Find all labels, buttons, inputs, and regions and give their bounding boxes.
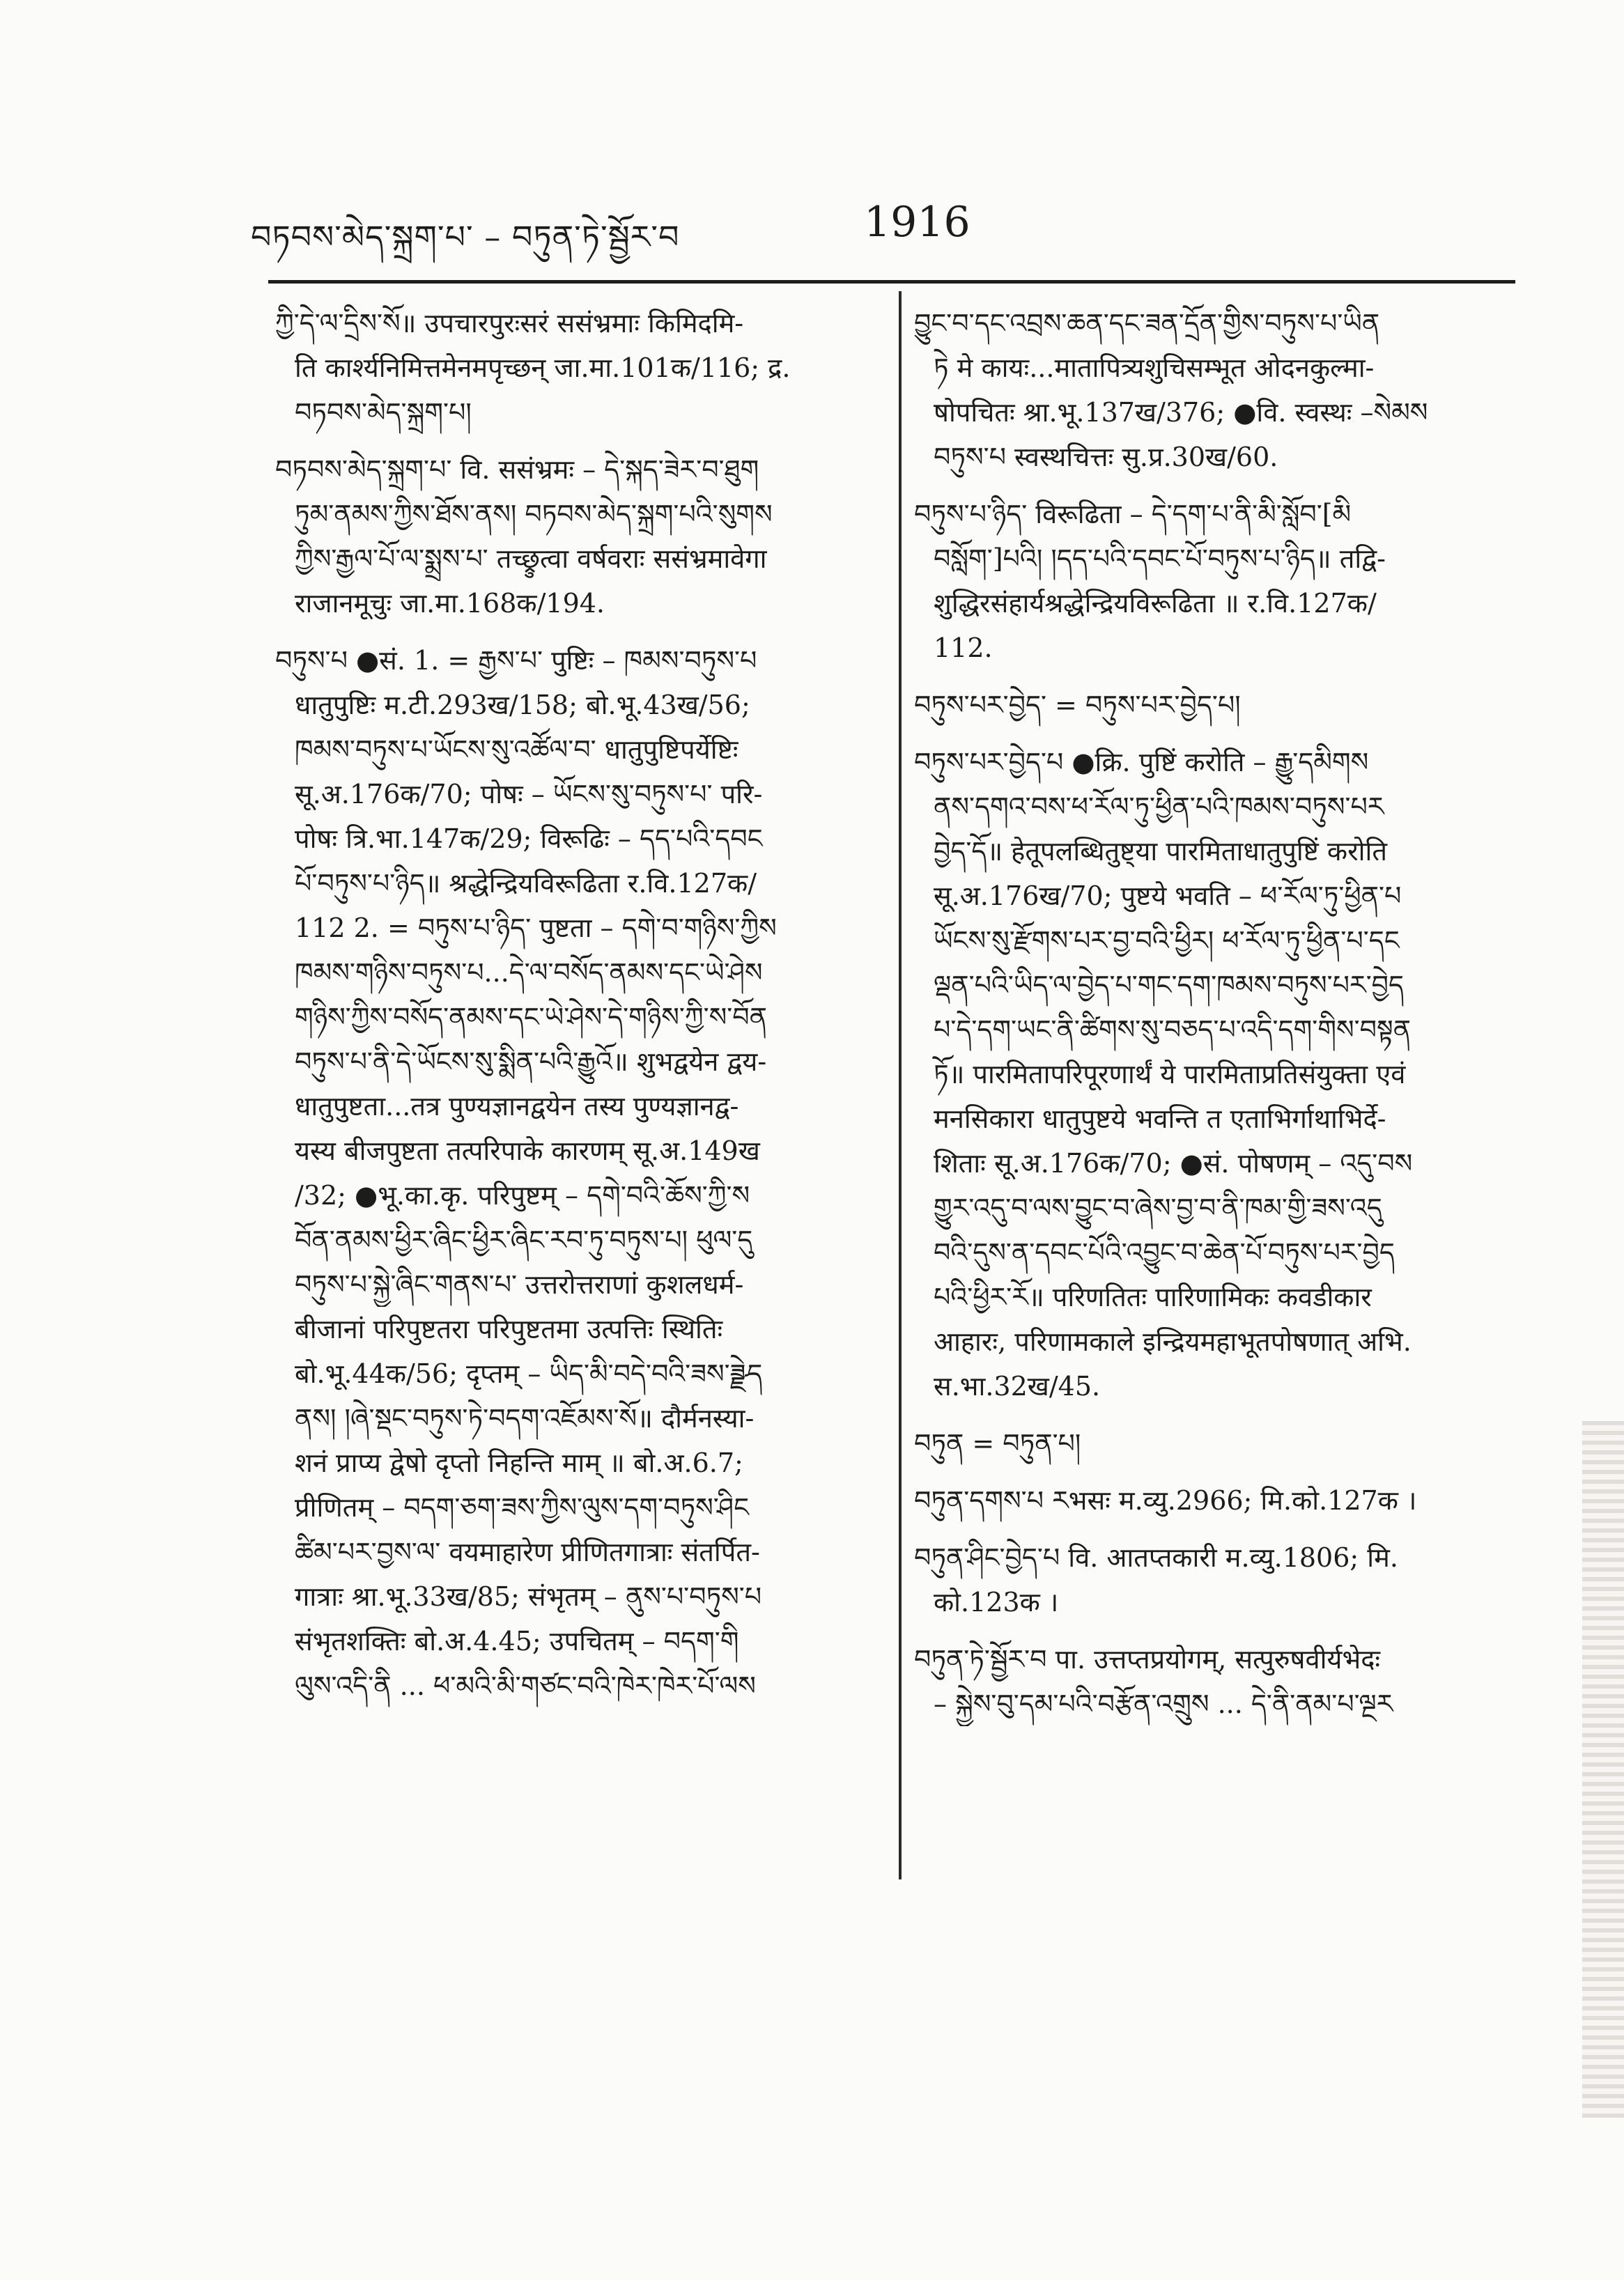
entry-line: धातुपुष्टिः म.टी.293ख/158; बो.भू.43ख/56; bbox=[295, 690, 750, 720]
entry-line: 112. bbox=[934, 633, 993, 663]
entry-line: བཏུས་པ་སྐྱེ་ཞིང་གནས་པ་ उत्तरोत्तराणां कुशलधर्म- bbox=[295, 1269, 744, 1300]
entry-line: राजानमूचुः जा.मा.168क/194. bbox=[295, 588, 605, 619]
dictionary-entry bbox=[275, 447, 874, 626]
entry-line: को.123क । bbox=[934, 1587, 1059, 1618]
entry-line: यस्य बीजपुष्टता तत्परिपाके कारणम् सू.अ.149ख bbox=[295, 1135, 760, 1166]
entry-line: ति कार्श्यनिमित्तमेनमपृच्छन् जा.मा.101क/116; द्र. bbox=[295, 352, 791, 383]
entry-line: मनसिकारा धातुपुष्टये भवन्ति त एताभिर्गाथाभिर्दे- bbox=[934, 1103, 1386, 1134]
entry-headline: བཏུས་པ་ཉིད་ विरूढिता – དེ་དག་པ་ནི་མི་སློབ་[མི bbox=[914, 499, 1352, 529]
entry-line: संभृतशक्तिः बो.अ.4.45; उपचितम् – བདག་གི bbox=[295, 1626, 739, 1657]
entry-line: षोपचितः श्रा.भू.137ख/376; ●वि. स्वस्थः –སེམས bbox=[934, 397, 1428, 428]
entry-line: गात्राः श्रा.भू.33ख/85; संभृतम् – ནུས་པ་བཏུས་པ bbox=[295, 1581, 762, 1612]
page-header bbox=[251, 188, 1435, 272]
entry-line: བཏུས་པ स्वस्थचित्तः सु.प्र.30ख/60. bbox=[934, 442, 1278, 472]
entry-line: शुद्धिरसंहार्यश्रद्धेन्द्रियविरूढिता ॥ र.वि.127क/ bbox=[934, 588, 1377, 619]
entry-line: གྱུར་འདུ་བ་ལས་བྱུང་བ་ཞེས་བྱ་བ་ནི་ཁམ་གྱི་ཟས་འདུ bbox=[934, 1193, 1382, 1223]
entry-line: प्रीणितम् – བདག་ཅག་ཟས་ཀྱིས་ལུས་དག་བཏུས་ཤིང bbox=[295, 1492, 749, 1523]
entry-line: आहारः, परिणामकाले इन्द्रियमहाभूतपोषणात् अभि. bbox=[934, 1326, 1412, 1357]
entry-line: धातुपुष्टता...तत्र पुण्यज्ञानद्वयेन तस्य पुण्यज्ञानद्व- bbox=[295, 1091, 739, 1122]
entry-headline: བཏུས་པར་བྱེད་ = བཏུས་པར་བྱེད་པ། bbox=[914, 690, 1241, 720]
entry-line: ཁམས་གཉིས་བཏུས་པ...དེ་ལ་བསོད་ནམས་དང་ཡེ་ཤེས bbox=[295, 957, 763, 988]
entry-line: ནས། །ཞེ་སྡང་བཏུས་ཏེ་བདག་འཇོམས་སོ॥ दौर्मनस्या- bbox=[295, 1403, 755, 1434]
entry-line: བོན་ནམས་ཕྱིར་ཞིང་ཕྱིར་ཞིང་རབ་ཏུ་བཏུས་པ། ཕུལ་དུ bbox=[295, 1225, 753, 1255]
entry-headline: བཏབས་མེད་སྐྲག་པ་ वि. ससंभ्रमः – དེ་སྐད་ཟེར་བ་ཐུག bbox=[275, 454, 759, 485]
entry-line: ཀྱིས་རྒྱལ་པོ་ལ་སྨྲས་པ་ तच्छ्रुत्वा वर्षवराः ससंभ्रमावेगा bbox=[295, 543, 767, 574]
entry-line: གཉིས་ཀྱིས་བསོད་ནམས་དང་ཡེ་ཤེས་དེ་གཉིས་ཀྱི་ས་བོན bbox=[295, 1002, 767, 1032]
entry-headline: ཀྱི་དེ་ལ་དྲིས་སོ॥ उपचारपुरःसरं ससंभ्रमाः किमिदमि- bbox=[275, 308, 744, 339]
dictionary-entry bbox=[914, 1478, 1527, 1523]
entry-line: शिताः सू.अ.176क/70; ●सं. पोषणम् – འདུ་བས bbox=[934, 1148, 1413, 1179]
entry-line: सू.अ.176क/70; पोषः – ཡོངས་སུ་བཏུས་པ་ परि- bbox=[295, 779, 763, 809]
entry-line: पोषः त्रि.भा.147क/29; विरूढिः – དད་པའི་དབང bbox=[295, 823, 763, 854]
entry-line: बो.भू.44क/56; दृप्तम् – ཡིད་མི་བདེ་བའི་ཟས་ཟྫེད bbox=[295, 1358, 763, 1389]
dictionary-entry bbox=[914, 301, 1527, 479]
dictionary-entry bbox=[275, 638, 874, 1708]
dictionary-entry bbox=[914, 740, 1527, 1409]
header-rule bbox=[268, 280, 1515, 284]
page-edge-stain bbox=[1582, 1421, 1624, 2118]
entry-line: ཁམས་བཏུས་པ་ཡོངས་སུ་འཚོལ་བ་ धातुपुष्टिपर्येष्टिः bbox=[295, 734, 738, 765]
entry-line: शनं प्राप्य द्वेषो दृप्तो निहन्ति माम् ॥ बो.अ.6.7; bbox=[295, 1448, 743, 1478]
entry-line: བྱེད་དོ॥ हेतूपलब्धितुष्ट्या पारमिताधातुपुष्टिं करोति bbox=[934, 836, 1388, 867]
dictionary-entry bbox=[914, 1421, 1527, 1466]
entry-line: स.भा.32ख/45. bbox=[934, 1371, 1101, 1402]
entry-line: ལྡན་པའི་ཡིད་ལ་བྱེད་པ་གང་དག་ཁམས་བཏུས་པར་བྱེད bbox=[934, 970, 1405, 1000]
entry-headline: བཏུན་དགས་པ རभसः म.व्यु.2966; मि.को.127क । bbox=[914, 1485, 1417, 1516]
entry-line: ཏེ मे कायः...मातापित्र्यशुचिसम्भूत ओदनकुल्मा- bbox=[934, 352, 1375, 383]
entry-line: ནས་དགའ་བས་ཕ་རོལ་ཏུ་ཕྱིན་པའི་ཁམས་བཏུས་པར bbox=[934, 791, 1384, 822]
dictionary-entry bbox=[914, 683, 1527, 727]
entry-headline: བཏུས་པ ●सं. 1. = རྒྱས་པ་ पुष्टिः – ཁམས་བཏུས་པ bbox=[275, 645, 757, 676]
entry-line: བསློག་]པའི། །དད་པའི་དབང་པོ་བཏུས་པ་ཉིད॥ तद्वि- bbox=[934, 543, 1386, 574]
page-number: 1916 bbox=[864, 198, 970, 247]
left-column bbox=[275, 301, 874, 1721]
entry-line: པོ་བཏུས་པ་ཉིད॥ श्रद्धेन्द्रियविरूढिता र.वि.127क/ bbox=[295, 868, 757, 899]
entry-line: ཏོ॥ पारमितापरिपूरणार्थं ये पारमिताप्रतिसंयुक्ता एवं bbox=[934, 1059, 1406, 1089]
entry-headline: བཏུན་ཤིང་བྱེད་པ वि. आतप्तकारी म.व्यु.1806; मि. bbox=[914, 1542, 1398, 1573]
entry-line: པ་དེ་དག་ཡང་ནི་ཚིགས་སུ་བཅད་པ་འདི་དག་གིས་བསྟན bbox=[934, 1014, 1412, 1045]
entry-line: བཏུས་པ་ནི་དེ་ཡོངས་སུ་སྨིན་པའི་རྒྱུའོ॥ शुभद्वयेन द्वय- bbox=[295, 1046, 767, 1077]
right-column bbox=[914, 301, 1527, 1739]
column-divider bbox=[899, 291, 902, 1879]
dictionary-entry bbox=[914, 1535, 1527, 1624]
entry-line: सू.अ.176ख/70; पुष्टये भवति – ཕ་རོལ་ཏུ་ཕྱིན་པ bbox=[934, 881, 1402, 911]
entry-line: /32; ●भू.का.कृ. परिपुष्टम् – དགེ་བའི་ཆོས་ཀྱི་ས bbox=[295, 1180, 750, 1211]
dictionary-entry bbox=[275, 301, 874, 435]
entry-headline: བཏུས་པར་བྱེད་པ ●क्रि. पुष्टिं करोति – རྒྱུ་དམིགས bbox=[914, 747, 1369, 777]
entry-headline: བཏུན་ཏེ་སྦྱོར་བ पा. उत्तप्तप्रयोगम्, सत्पुरुषवीर्यभेदः bbox=[914, 1644, 1381, 1675]
running-head: བཏབས་མེད་སྐྲག་པ་ – བཏུན་ཏེ་སྦྱོར་བ bbox=[251, 218, 680, 256]
entry-line: བཏབས་མེད་སྐྲག་པ། bbox=[295, 397, 472, 428]
entry-line: ཏུམ་ནམས་ཀྱིས་ཐོས་ནས། བཏབས་མེད་སྐྲག་པའི་སུགས bbox=[295, 499, 773, 529]
entry-headline: བྱུང་བ་དང་འབྲས་ཆན་དང་ཟན་དྲོན་གྱིས་བཏུས་པ་ཡིན bbox=[914, 308, 1380, 339]
entry-line: ཡོངས་སུ་རྫོགས་པར་བྱ་བའི་ཕྱིར། ཕ་རོལ་ཏུ་ཕྱིན་པ་དང bbox=[934, 925, 1400, 956]
entry-line: བའི་དུས་ན་དབང་པོའི་འབྱུང་བ་ཆེན་པོ་བཏུས་པར་བྱེད bbox=[934, 1237, 1395, 1268]
entry-line: ལུས་འདི་ནི ... ཕ་མའི་མི་གཙང་བའི་ཁེར་ཁེར་པོ་ལས bbox=[295, 1670, 756, 1701]
entry-line: – སྐྱེས་བུ་དམ་པའི་བརྩོན་འགྲུས ... དེ་ནི་ནམ་པ་ལྔར bbox=[934, 1689, 1393, 1719]
entry-headline: བཏུན = བཏུན་པ། bbox=[914, 1428, 1081, 1459]
entry-line: པའི་ཕྱིར་རོ॥ परिणतितः पारिणामिकः कवडीकार bbox=[934, 1282, 1372, 1312]
entry-line: बीजानां परिपुष्टतरा परिपुष्टतमा उत्पत्तिः स्थितिः bbox=[295, 1314, 723, 1344]
dictionary-entry bbox=[914, 1637, 1527, 1726]
dictionary-entry bbox=[914, 492, 1527, 670]
entry-line: ཚིམ་པར་བྱས་ལ་ वयमाहारेण प्रीणितगात्राः संतर्पित- bbox=[295, 1537, 760, 1567]
entry-line: 112 2. = བཏུས་པ་ཉིད་ पुष्टता – དགེ་བ་གཉིས་ཀྱིས bbox=[295, 913, 777, 943]
